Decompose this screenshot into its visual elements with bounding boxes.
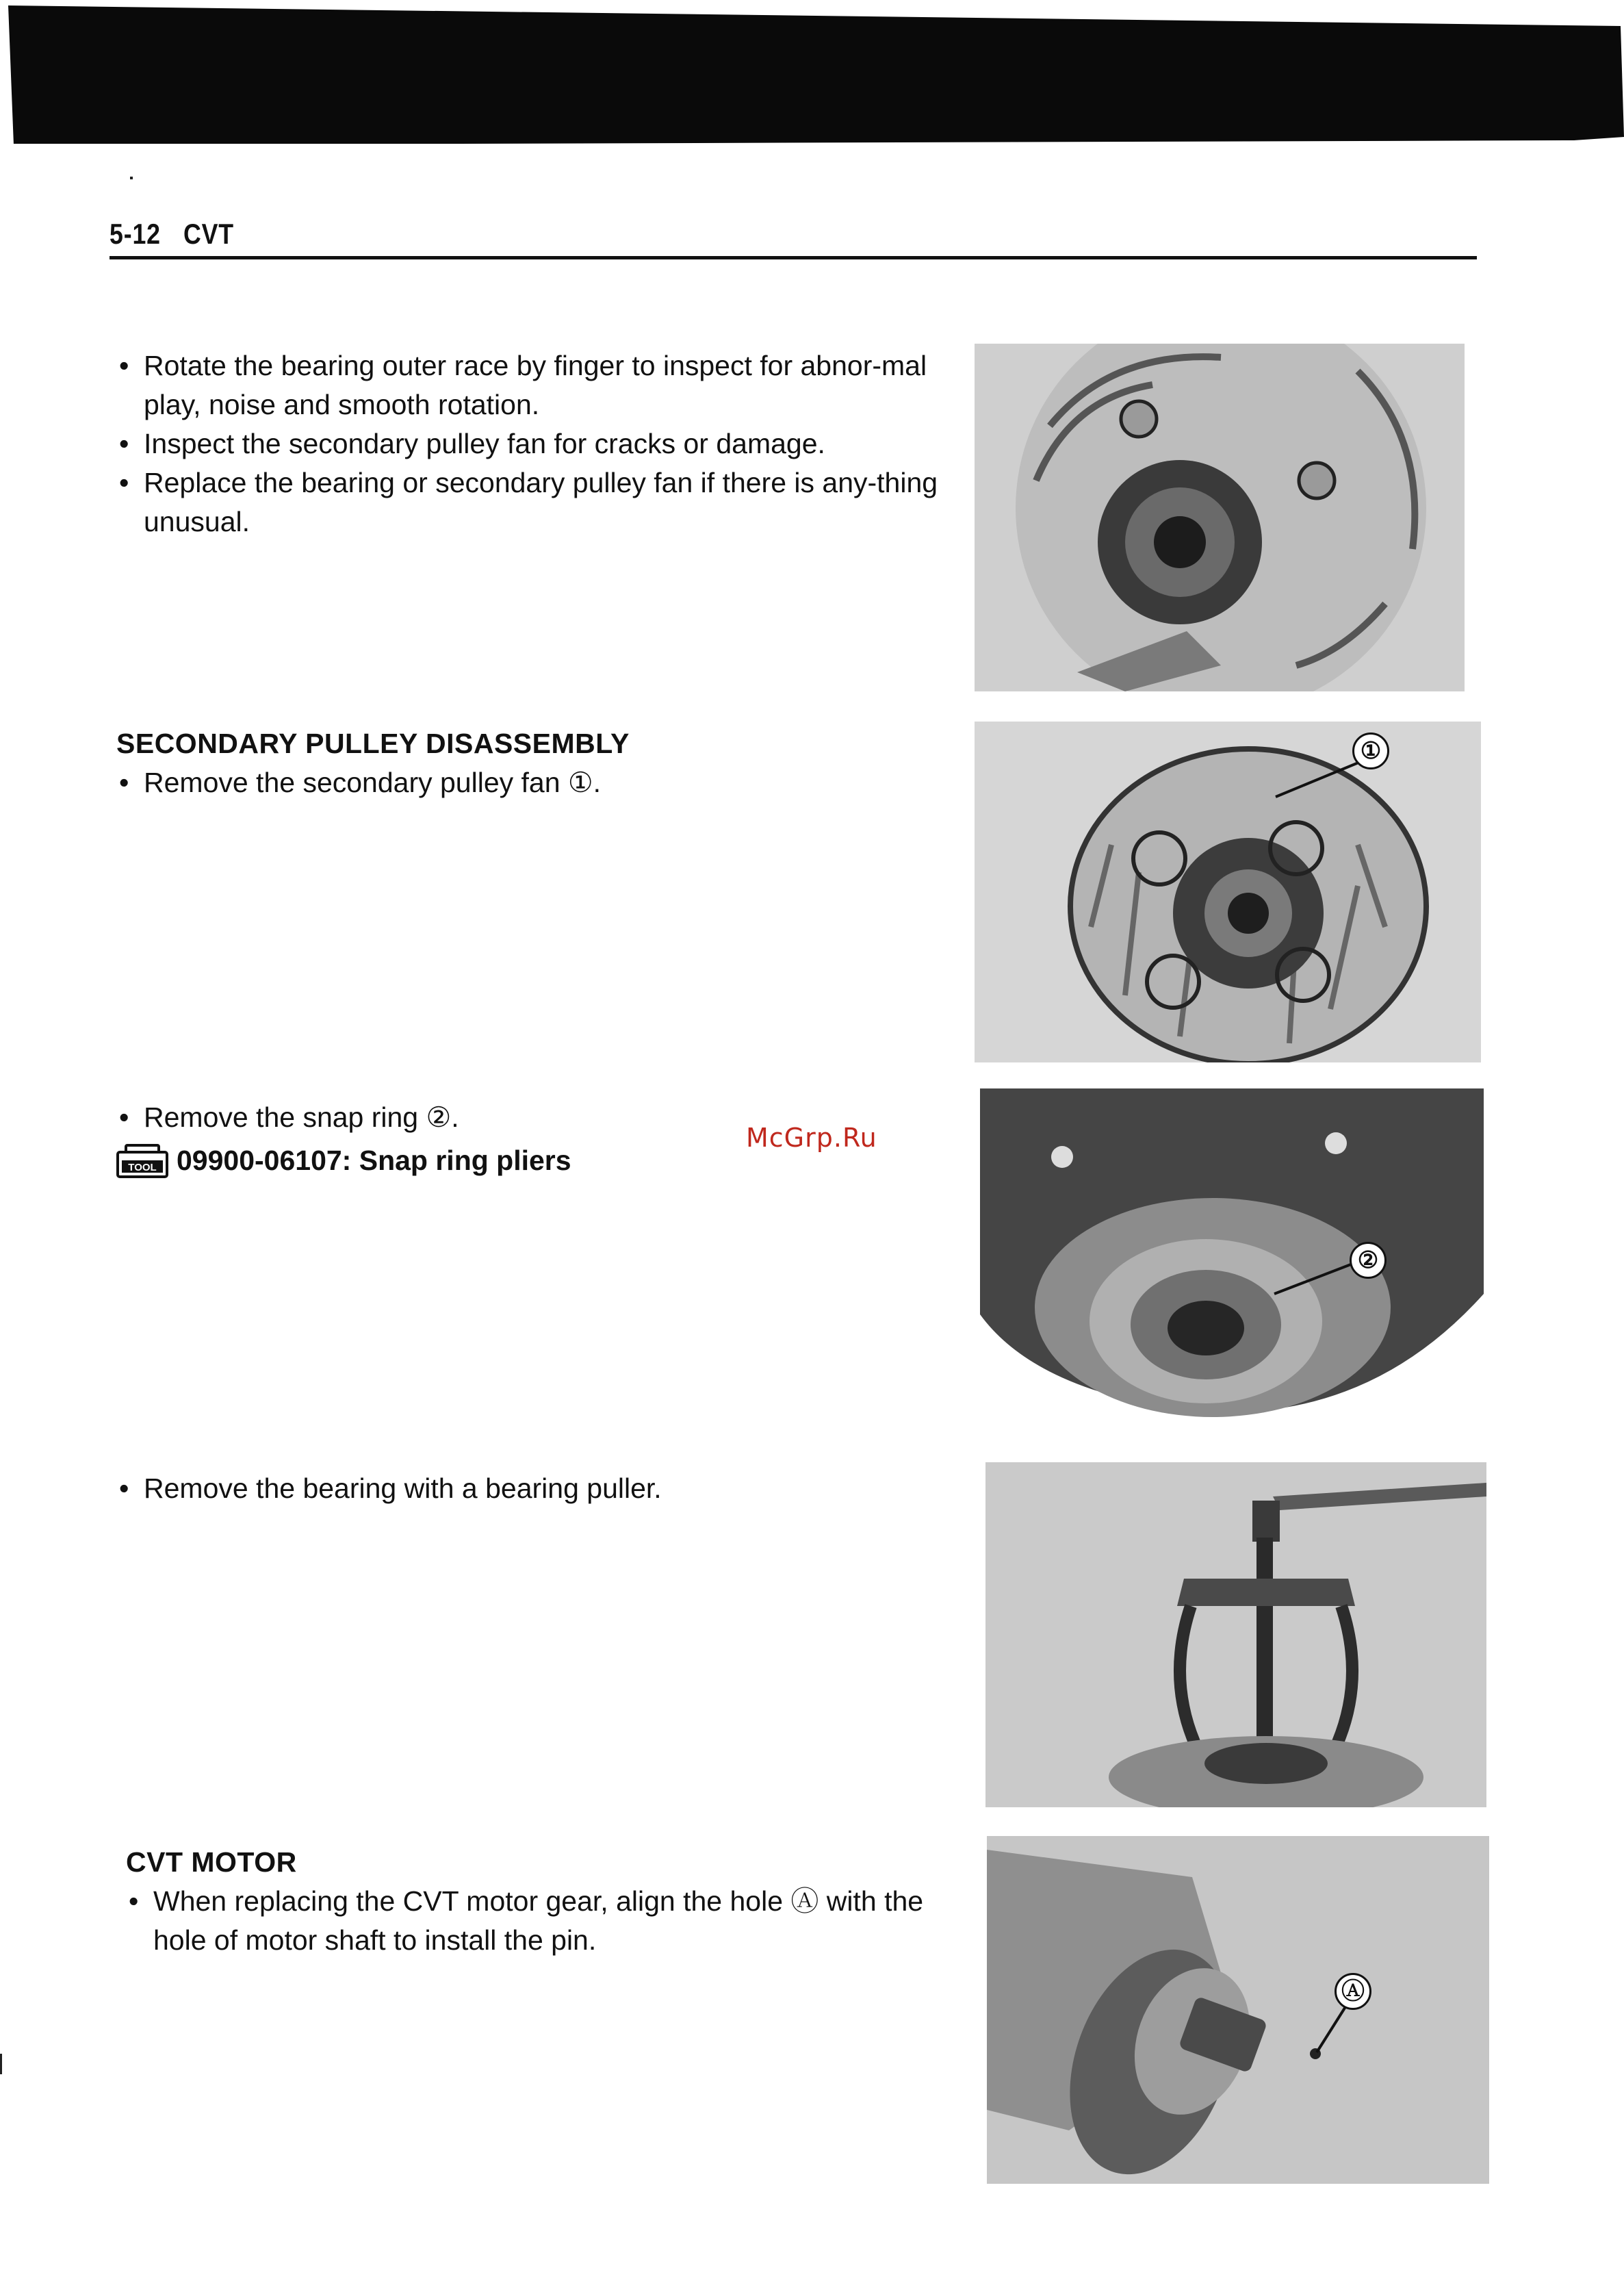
fig-pulley-fan xyxy=(975,722,1481,1062)
cvt-motor-section xyxy=(126,1843,954,1960)
fig-snap-ring xyxy=(980,1088,1484,1428)
cvt-motor-step-list xyxy=(126,1882,954,1960)
callout-1: ① xyxy=(1352,732,1389,769)
tool-icon xyxy=(116,1144,168,1178)
fig-cvt-motor xyxy=(987,1836,1489,2184)
motor-shaft-photo-icon xyxy=(987,1836,1489,2184)
callout-a: Ⓐ xyxy=(1335,1973,1371,2010)
intro-text xyxy=(116,346,944,541)
tool-badge-text: TOOL xyxy=(128,1161,157,1173)
fig-bearing-inspection xyxy=(975,344,1465,691)
intro-bullet-list xyxy=(116,346,944,541)
fig-bearing-puller xyxy=(985,1462,1486,1807)
list-item: • Replace the bearing or secondary pulley fan if there is any-thing unusual. xyxy=(116,463,944,541)
list-item: • Remove the secondary pulley fan ①. xyxy=(116,763,944,802)
cvt-motor-heading: CVT MOTOR xyxy=(126,1846,297,1878)
scan-speck xyxy=(130,177,133,179)
callout-2: ② xyxy=(1350,1242,1387,1279)
disassembly-step-list xyxy=(116,763,944,802)
page-header xyxy=(109,218,1477,259)
list-item: • Rotate the bearing outer race by finger to inspect for abnor-mal play, noise and smooth rotation. xyxy=(116,346,944,424)
section-title: CVT xyxy=(183,218,234,250)
pulley-fan-photo-icon xyxy=(975,722,1481,1062)
list-item: • When replacing the CVT motor gear, align the hole Ⓐ with the hole of motor shaft to install the pin. xyxy=(126,1882,954,1960)
list-item: • Remove the snap ring ②. xyxy=(116,1098,944,1137)
disassembly-heading: SECONDARY PULLEY DISASSEMBLY xyxy=(116,728,630,759)
scan-edge-mark xyxy=(0,2054,2,2074)
disassembly-section xyxy=(116,724,944,802)
list-item: • Inspect the secondary pulley fan for cracks or damage. xyxy=(116,424,944,463)
watermark: McGrp.Ru xyxy=(746,1123,877,1153)
bearing-step-list xyxy=(116,1469,944,1508)
tool-part-number: 09900-06107: Snap ring pliers xyxy=(177,1145,571,1176)
bearing-puller-section xyxy=(116,1469,944,1508)
snap-ring-photo-icon xyxy=(980,1088,1484,1428)
top-black-band xyxy=(0,0,1624,144)
list-item: • Remove the bearing with a bearing puller. xyxy=(116,1469,944,1508)
pulley-fan-photo-icon xyxy=(975,344,1465,691)
bearing-puller-photo-icon xyxy=(985,1462,1486,1807)
page-number: 5-12 xyxy=(109,218,161,250)
